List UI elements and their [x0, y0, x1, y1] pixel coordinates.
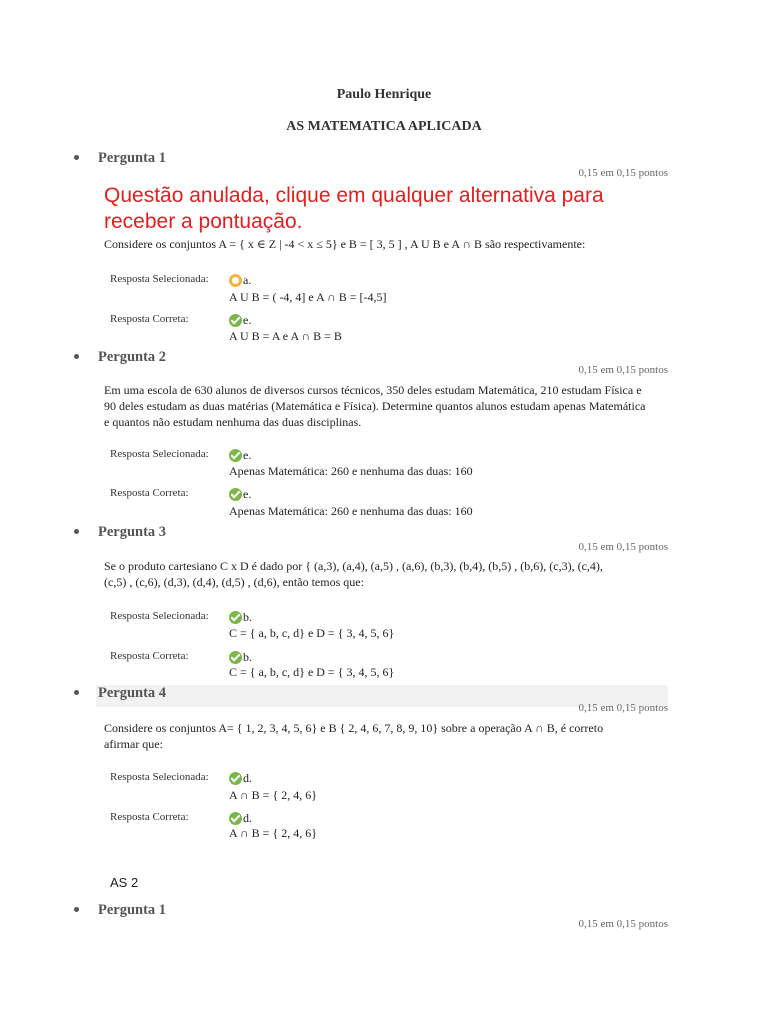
author-name: Paulo Henrique [336, 87, 432, 102]
bullet-icon [74, 354, 79, 359]
check-icon [229, 651, 242, 664]
selected-answer-text: A U B = ( -4, 4] e A ∩ B = [-4,5] [229, 290, 387, 304]
check-icon [229, 812, 242, 825]
selected-option-letter: e. [243, 448, 252, 462]
correct-option-letter: e. [243, 313, 252, 327]
correct-answer-label: Resposta Correta: [110, 811, 189, 823]
selected-answer-text: A ∩ B = { 2, 4, 6} [229, 788, 317, 802]
question-text: Considere os conjuntos A= { 1, 2, 3, 4, 5, 6} e B { 2, 4, 6, 7, 8, 9, 10} sobre a operação A ∩ B, é correto afirmar que: [104, 721, 604, 751]
selected-option [229, 273, 251, 288]
question-score: 0,15 em 0,15 pontos [578, 918, 668, 930]
selected-option-letter: a. [243, 273, 252, 287]
exam-title: AS MATEMATICA APLICADA [286, 119, 482, 134]
selected-answer-label: Resposta Selecionada: [110, 448, 209, 460]
question-title: Pergunta 3 [98, 524, 167, 540]
selected-option-letter: d. [243, 771, 252, 785]
selected-answer-label: Resposta Selecionada: [110, 771, 209, 783]
check-icon [229, 314, 242, 327]
correct-option-letter: e. [243, 487, 252, 501]
question-title: Pergunta 1 [98, 150, 167, 166]
annulled-notice: Questão anulada, clique em qualquer alternativa para receber a pontuação. [104, 184, 604, 233]
selected-option [229, 448, 251, 463]
question-score: 0,15 em 0,15 pontos [578, 541, 668, 553]
bullet-icon [74, 907, 79, 912]
correct-option-letter: d. [243, 811, 252, 825]
question-text: Em uma escola de 630 alunos de diversos cursos técnicos, 350 deles estudam Matemática, 210 estudam Física e 90 deles estudam as duas matérias (Matemática e Física). Determine quantos alunos estudam apenas Matemática e quantos não estudam nenhuma das duas disciplinas. [104, 383, 646, 429]
question-score: 0,15 em 0,15 pontos [578, 702, 668, 714]
correct-option [229, 811, 252, 826]
section-heading: AS 2 [110, 875, 139, 890]
correct-option [229, 650, 252, 665]
check-icon [229, 488, 242, 501]
bullet-icon [74, 690, 79, 695]
correct-answer-text: C = { a, b, c, d} e D = { 3, 4, 5, 6} [229, 665, 395, 679]
correct-answer-text: A U B = A e A ∩ B = B [229, 329, 342, 343]
selected-answer-label: Resposta Selecionada: [110, 610, 209, 622]
check-icon [229, 611, 242, 624]
bullet-icon [74, 529, 79, 534]
question-score: 0,15 em 0,15 pontos [578, 364, 668, 376]
partial-credit-icon [229, 274, 242, 287]
question-text: Se o produto cartesiano C x D é dado por { (a,3), (a,4), (a,5) , (a,6), (b,3), (b,4), (b,5) , (b,6), (c,3), (c,4), (c,5) , (c,6), (d,3), (d,4), (d,5) , (d,6), então temos que: [104, 559, 603, 589]
question-title: Pergunta 1 [98, 902, 167, 918]
selected-answer-label: Resposta Selecionada: [110, 273, 209, 285]
selected-option [229, 610, 252, 625]
selected-answer-text: C = { a, b, c, d} e D = { 3, 4, 5, 6} [229, 626, 395, 640]
question-title: Pergunta 4 [98, 685, 167, 701]
selected-option [229, 771, 252, 786]
check-icon [229, 772, 242, 785]
correct-answer-label: Resposta Correta: [110, 313, 189, 325]
question-text: Considere os conjuntos A = { x ∈ Z | -4 < x ≤ 5} e B = [ 3, 5 ] , A U B e A ∩ B são respectivamente: [104, 237, 586, 251]
correct-answer-label: Resposta Correta: [110, 487, 189, 499]
question-score: 0,15 em 0,15 pontos [578, 167, 668, 179]
correct-option [229, 487, 251, 502]
question-title: Pergunta 2 [98, 349, 167, 365]
correct-answer-text: A ∩ B = { 2, 4, 6} [229, 826, 317, 840]
correct-answer-label: Resposta Correta: [110, 650, 189, 662]
correct-answer-text: Apenas Matemática: 260 e nenhuma das duas: 160 [229, 504, 473, 518]
correct-option-letter: b. [243, 650, 252, 664]
bullet-icon [74, 155, 79, 160]
selected-answer-text: Apenas Matemática: 260 e nenhuma das duas: 160 [229, 464, 473, 478]
selected-option-letter: b. [243, 610, 252, 624]
check-icon [229, 449, 242, 462]
correct-option [229, 313, 251, 328]
